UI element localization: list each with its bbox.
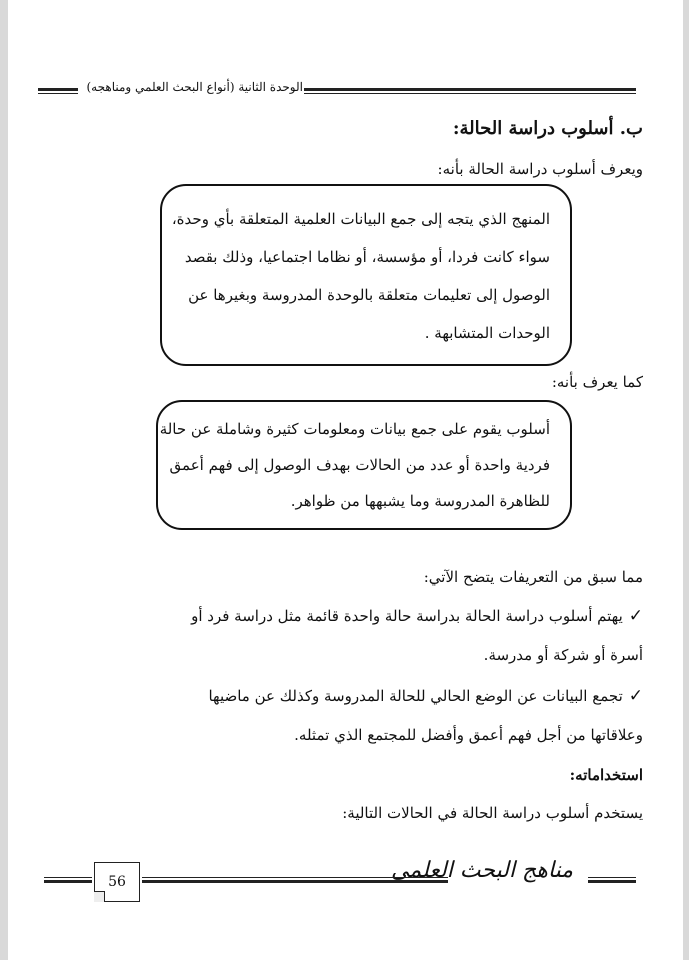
header-title: الوحدة الثانية (أنواع البحث العلمي ومناهجه) [86,80,303,94]
box1-line: المنهج الذي يتجه إلى جمع البيانات العلمية المتعلقة بأي وحدة، [171,210,550,228]
check-icon: ✓ [628,606,643,626]
box1-line: سواء كانت فردا، أو مؤسسة، أو نظاما اجتماعيا، وذلك بقصد [184,248,550,266]
box1-line: الوحدات المتشابهة . [424,324,550,342]
header-rule-right [304,88,636,94]
check-icon: ✓ [628,686,643,706]
footer-rule-middle [142,877,448,883]
footer-rule-right [588,877,636,883]
footer-rule-left [44,877,92,883]
bullet-text: يهتم أسلوب دراسة الحالة بدراسة حالة واحدة قائمة مثل دراسة فرد أو [191,607,623,625]
definition-box-1 [160,184,572,366]
box1-line: الوصول إلى تعليمات متعلقة بالوحدة المدروسة وبغيرها عن [188,286,550,304]
definition-intro-2: كما يعرف بأنه: [551,373,643,391]
book-logo: مناهج البحث العلمي [391,858,573,883]
bullet-continuation: وعلاقاتها من أجل فهم أعمق وأفضل للمجتمع الذي تمثله. [294,726,643,744]
box2-line: فردية واحدة أو عدد من الحالات بهدف الوصول إلى فهم أعمق [169,456,550,474]
section-title: ب. أسلوب دراسة الحالة: [452,118,643,139]
bullet-continuation: أسرة أو شركة أو مدرسة. [483,646,643,664]
page-number: 56 [94,862,140,902]
bullet-text: تجمع البيانات عن الوضع الحالي للحالة المدروسة وكذلك عن ماضيها [208,687,623,705]
uses-text: يستخدم أسلوب دراسة الحالة في الحالات التالية: [342,804,643,822]
header-rule-left [38,88,78,94]
summary-title: مما سبق من التعريفات يتضح الآتي: [423,568,643,586]
definition-intro-1: ويعرف أسلوب دراسة الحالة بأنه: [437,160,643,178]
bullet-item [48,686,643,706]
definition-box-2 [156,400,572,530]
bullet-item [48,606,643,626]
box2-line: أسلوب يقوم على جمع بيانات ومعلومات كثيرة وشاملة عن حالة [159,420,550,438]
document-page [8,0,683,960]
uses-title: استخداماته: [569,766,643,784]
box2-line: للظاهرة المدروسة وما يشبهها من ظواهر. [290,492,550,510]
